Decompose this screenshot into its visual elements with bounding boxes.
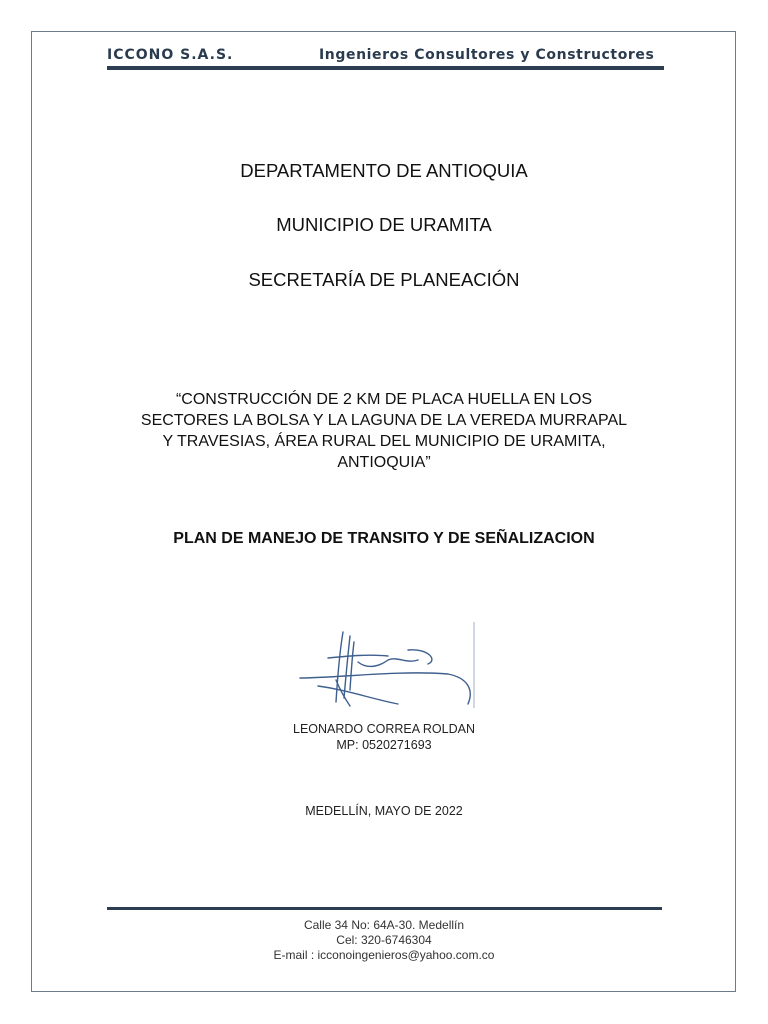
company-name: ICCONO S.A.S.: [107, 47, 234, 63]
signature-image: [288, 620, 478, 710]
footer-address: Calle 34 No: 64A-30. Medellín: [303, 918, 465, 932]
signatory-license: MP: 0520271693: [336, 738, 432, 752]
signatory-name: LEONARDO CORREA ROLDAN: [293, 722, 475, 736]
company-tagline: Ingenieros Consultores y Constructores: [319, 47, 655, 63]
footer-email: E-mail : icconoingenieros@yahoo.com.co: [273, 948, 495, 962]
department-heading: DEPARTAMENTO DE ANTIOQUIA: [240, 160, 528, 181]
project-title-line: “CONSTRUCCIÓN DE 2 KM DE PLACA HUELLA EN LOS: [175, 391, 593, 408]
place-date: MEDELLÍN, MAYO DE 2022: [305, 804, 463, 818]
project-title-line: Y TRAVESIAS, ÁREA RURAL DEL MUNICIPIO DE URAMITA,: [162, 433, 606, 450]
municipality-heading: MUNICIPIO DE URAMITA: [276, 214, 492, 235]
footer-divider: [107, 907, 662, 910]
project-title-line: SECTORES LA BOLSA Y LA LAGUNA DE LA VEREDA MURRAPAL: [140, 412, 628, 429]
project-title-line: ANTIOQUIA”: [337, 454, 431, 471]
header-divider: [107, 66, 664, 70]
plan-title: PLAN DE MANEJO DE TRANSITO Y DE SEÑALIZACION: [173, 530, 595, 547]
project-title: [0, 389, 768, 473]
secretariat-heading: SECRETARÍA DE PLANEACIÓN: [248, 269, 520, 290]
footer-phone: Cel: 320-6746304: [336, 933, 432, 947]
